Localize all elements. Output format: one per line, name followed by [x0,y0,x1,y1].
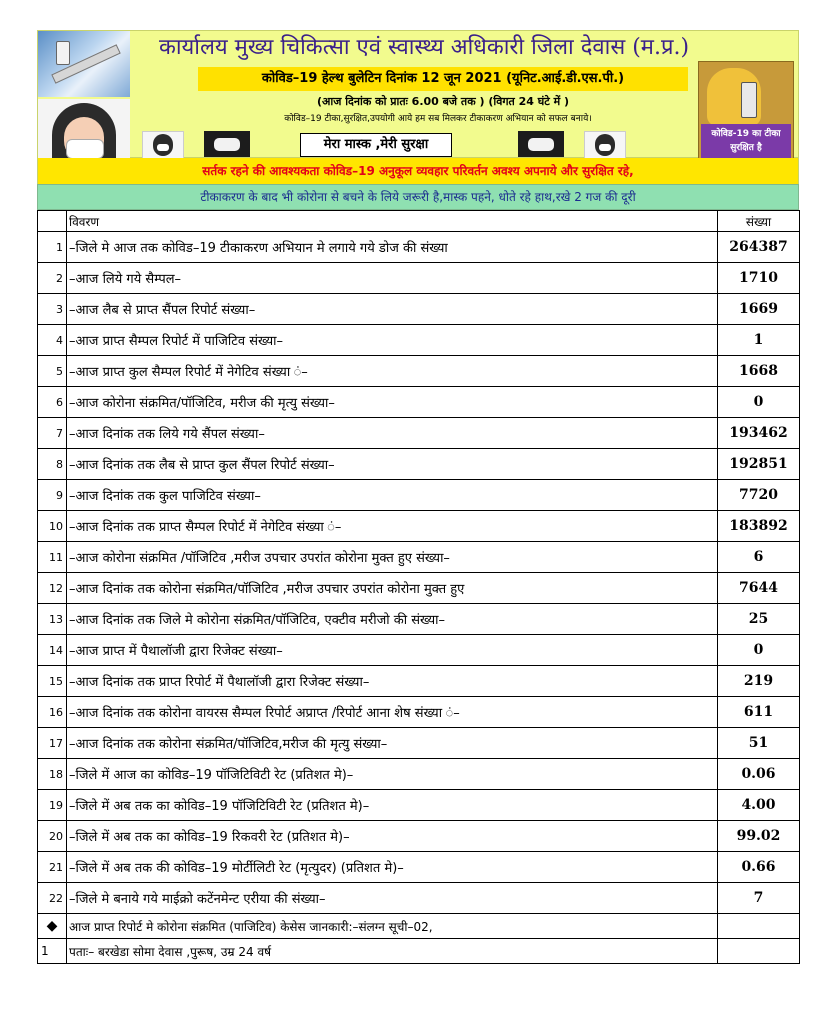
row-count: 264387 [718,232,800,263]
case-row [38,939,800,964]
table-row [38,325,800,356]
masked-person-icon [584,131,626,159]
table-row [38,449,800,480]
row-description: –जिले मे बनाये गये माईक्रो कटेंनमेन्ट एरीया की संख्या– [67,883,718,914]
row-number: 1 [38,232,67,263]
row-count: 0 [718,635,800,666]
table-row [38,666,800,697]
table-header-row [38,211,800,232]
office-title: कार्यालय मुख्य चिकित्सा एवं स्वास्थ्य अधिकारी जिला देवास (म.प्र.) [158,35,690,60]
row-description: –आज कोरोना संक्रमित /पॉजिटिव ,मरीज उपचार उपरांत कोरोना मुक्त हुए संख्या– [67,542,718,573]
row-number: 13 [38,604,67,635]
mask-icon [204,131,250,157]
row-count: 183892 [718,511,800,542]
vial-icon [741,82,757,118]
precaution-banner: टीकाकरण के बाद भी कोरोना से बचने के लिये जरूरी है,मास्क पहने, धोते रहे हाथ,रखे 2 गज की दूरी [37,184,799,210]
row-description: –आज दिनांक तक जिले मे कोरोना संक्रमित/पॉजिटिव, एक्टीव मरीजो की संख्या– [67,604,718,635]
positive-cases-note-row [38,914,800,939]
vaccination-appeal: कोविड–19 टीका,सुरक्षित,उपयोगी आये हम सब मिलकर टीकाकरण अभियान को सफल बनाये। [284,114,592,124]
row-description: –आज लिये गये सैम्पल– [67,263,718,294]
table-row [38,697,800,728]
row-description: –आज दिनांक तक कोरोना संक्रमित/पॉजिटिव ,मरीज उपचार उपरांत कोरोना मुक्त हुए [67,573,718,604]
row-description: –आज दिनांक तक लिये गये सैंपल संख्या– [67,418,718,449]
row-number: 2 [38,263,67,294]
bulletin-sheet [37,30,799,964]
masked-person-icon [142,131,184,159]
bulletin-date: कोविड–19 हेल्थ बुलेटिन दिनांक 12 जून 2021 (यूनिट.आई.डी.एस.पी.) [198,67,688,91]
diamond-icon: ◆ [38,914,67,939]
vial-icon [56,41,70,65]
row-description: –जिले में अब तक का कोविड–19 पॉजिटिविटी रेट (प्रतिशत मे)– [67,790,718,821]
row-number: 15 [38,666,67,697]
row-count: 25 [718,604,800,635]
table-row [38,759,800,790]
table-row [38,356,800,387]
row-number: 6 [38,387,67,418]
bulletin-header [37,30,799,158]
row-count: 611 [718,697,800,728]
row-description: –आज प्राप्त में पैथालॉजी द्वारा रिजेक्ट संख्या– [67,635,718,666]
row-count: 7644 [718,573,800,604]
table-row [38,635,800,666]
table-row [38,418,800,449]
table-row [38,573,800,604]
vaccine-safe-image [698,61,794,159]
row-count: 6 [718,542,800,573]
row-description: –जिले में अब तक का कोविड–19 रिकवरी रेट (प्रतिशत मे)– [67,821,718,852]
row-number: 17 [38,728,67,759]
vaccine-safe-tag: कोविड-19 का टीका सुरक्षित है [701,124,791,158]
table-row [38,480,800,511]
column-header-count: संख्या [718,211,800,232]
row-number: 12 [38,573,67,604]
row-number: 21 [38,852,67,883]
table-row [38,263,800,294]
caution-banner: सर्तक रहने की आवश्यकता कोविड–19 अनुकूल व्यवहार परिवर्तन अवश्य अपनाये और सुरक्षित रहे, [37,158,799,184]
row-description: –आज दिनांक तक लैब से प्राप्त कुल सैंपल रिपोर्ट संख्या– [67,449,718,480]
table-row [38,232,800,263]
row-number: 22 [38,883,67,914]
row-count: 1669 [718,294,800,325]
row-description: –आज दिनांक तक कुल पाजिटिव संख्या– [67,480,718,511]
vaccine-image [38,31,130,97]
row-count: 1 [718,325,800,356]
case-address: पताः– बरखेडा सोमा देवास ,पुरूष, उम्र 24 वर्ष [67,939,718,964]
row-count: 192851 [718,449,800,480]
table-row [38,790,800,821]
row-number: 9 [38,480,67,511]
row-description: –आज प्राप्त सैम्पल रिपोर्ट में पाजिटिव संख्या– [67,325,718,356]
health-data-table [37,210,800,964]
face-mask-icon [66,139,104,159]
row-number: 8 [38,449,67,480]
row-count: 4.00 [718,790,800,821]
row-description: –आज दिनांक तक प्राप्त सैम्पल रिपोर्ट में नेगेटिव संख्या ं– [67,511,718,542]
row-count: 219 [718,666,800,697]
row-count: 1710 [718,263,800,294]
row-number: 10 [38,511,67,542]
row-count: 7 [718,883,800,914]
row-number: 5 [38,356,67,387]
table-row [38,294,800,325]
row-count: 193462 [718,418,800,449]
table-row [38,387,800,418]
table-row [38,542,800,573]
row-description: –जिले में अब तक की कोविड–19 मोर्टीलिटी रेट (मृत्युदर) (प्रतिशत मे)– [67,852,718,883]
row-number: 4 [38,325,67,356]
row-number: 16 [38,697,67,728]
mask-strip [134,131,694,157]
positive-cases-note: आज प्राप्त रिपोर्ट मे कोरोना संक्रमित (पाजिटिव) केसेस जानकारी:–संलग्न सूची–02, [67,914,718,939]
row-description: –आज दिनांक तक कोरोना संक्रमित/पॉजिटिव,मरीज की मृत्यु संख्या– [67,728,718,759]
row-count: 0.06 [718,759,800,790]
row-description: –आज लैब से प्राप्त सैंपल रिपोर्ट संख्या– [67,294,718,325]
row-description: –जिले में आज का कोविड–19 पॉजिटिविटी रेट (प्रतिशत मे)– [67,759,718,790]
row-number: 3 [38,294,67,325]
row-number: 18 [38,759,67,790]
mask-icon [518,131,564,157]
time-range: (आज दिनांक को प्रातः 6.00 बजे तक ) (विगत 24 घंटे में ) [316,95,570,108]
mask-slogan: मेरा मास्क ,मेरी सुरक्षा [300,133,452,157]
table-row [38,511,800,542]
table-row [38,852,800,883]
row-count: 7720 [718,480,800,511]
row-count: 0 [718,387,800,418]
row-count: 1668 [718,356,800,387]
row-number: 14 [38,635,67,666]
row-count: 51 [718,728,800,759]
column-header-description: विवरण [67,211,718,232]
row-count: 99.02 [718,821,800,852]
row-description: –आज दिनांक तक प्राप्त रिपोर्ट में पैथालॉजी द्वारा रिजेक्ट संख्या– [67,666,718,697]
row-number: 20 [38,821,67,852]
row-number: 7 [38,418,67,449]
row-description: –आज कोरोना संक्रमित/पॉजिटिव, मरीज की मृत्यु संख्या– [67,387,718,418]
table-row [38,883,800,914]
row-number: 19 [38,790,67,821]
row-description: –जिले मे आज तक कोविड–19 टीकाकरण अभियान मे लगाये गये डोज की संख्या [67,232,718,263]
row-description: –आज दिनांक तक कोरोना वायरस सैम्पल रिपोर्ट अप्राप्त /रिपोर्ट आना शेष संख्या ं– [67,697,718,728]
table-row [38,821,800,852]
row-description: –आज प्राप्त कुल सैम्पल रिपोर्ट में नेगेटिव संख्या ं– [67,356,718,387]
table-row [38,728,800,759]
table-row [38,604,800,635]
row-count: 0.66 [718,852,800,883]
row-number: 11 [38,542,67,573]
case-number: 1 [38,939,67,964]
